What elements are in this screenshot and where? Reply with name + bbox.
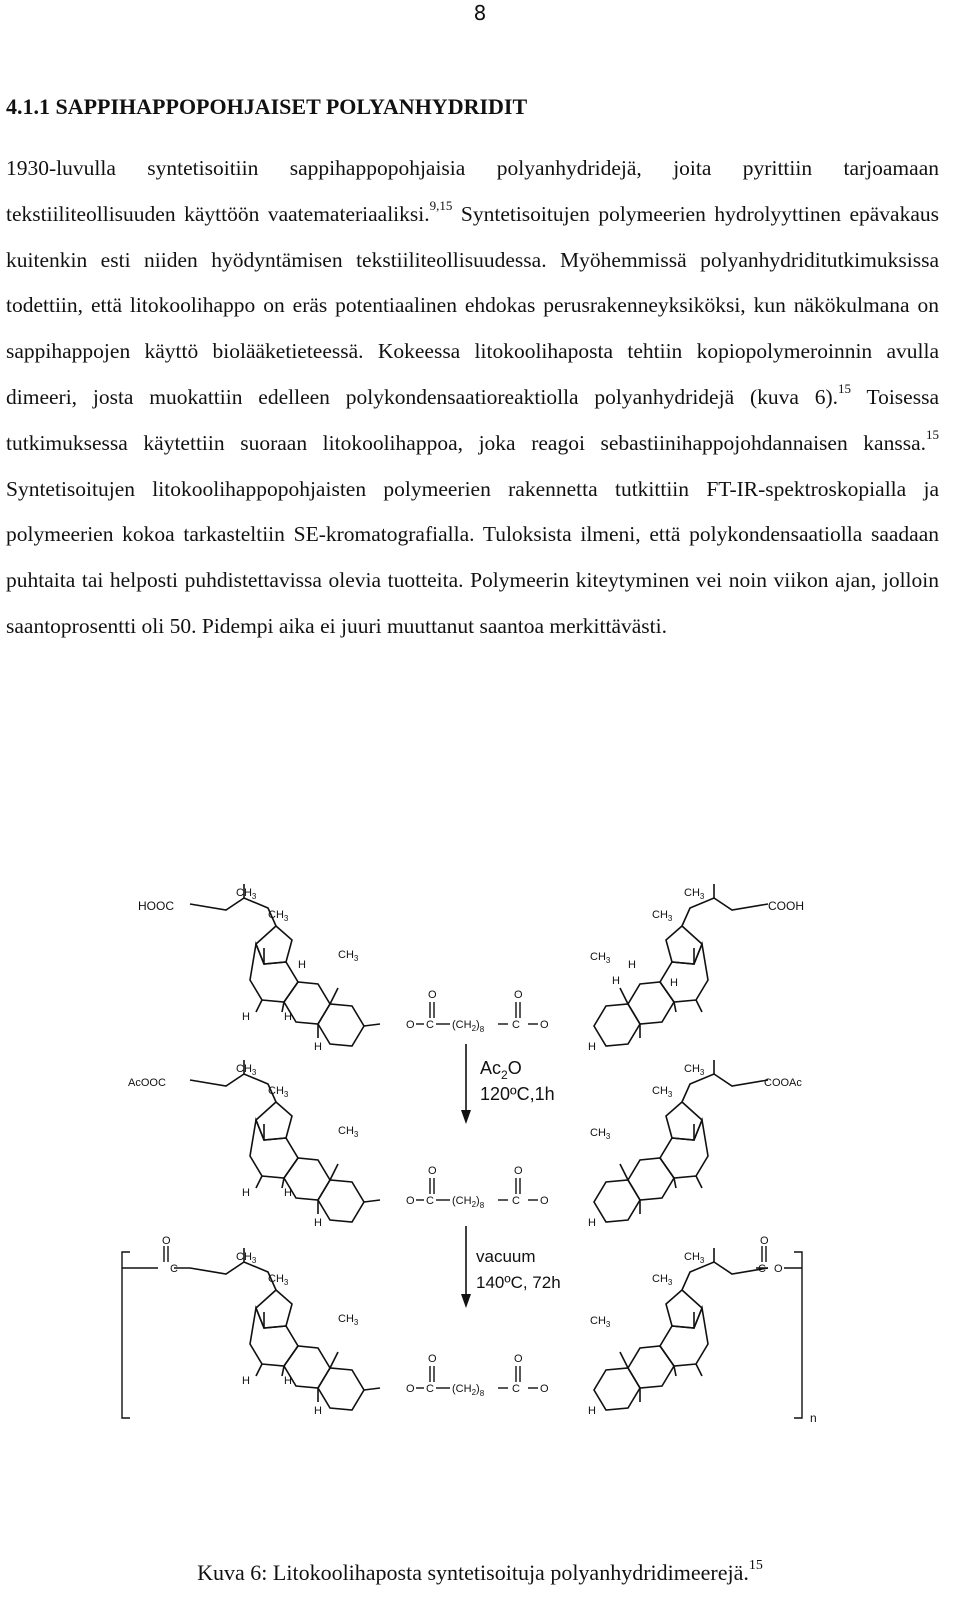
svg-text:C: C: [758, 1263, 766, 1275]
section-heading: 4.1.1 SAPPIHAPPOPOHJAISET POLYANHYDRIDIT: [6, 94, 528, 119]
sentence-2: Syntetisoitujen polymeerien hydrolyyttinen epävakaus kuitenkin esti niiden hyödyntämisen tekstiiliteollisuudessa. Myöhemmissä polyanhydriditutkimuksissa todettiin, että litokoolihappo on eräs potentiaalinen ehdokas perusrakenneyksiköksi, kun näkökulmana on sappihappojen käyttö biolääketieteessä. Kokeessa litokoolihaposta tehtiin kopiopolymeroinnin avulla dimeeri, josta muokattiin edelleen polykondensaatioreaktiolla polyanhydridejä (kuva 6).: [6, 201, 939, 409]
conditions-2: 140ºC, 72h: [476, 1273, 561, 1292]
svg-text:CH3: $CH_3$: [590, 1127, 611, 1141]
svg-text:H: H: [284, 1187, 292, 1199]
caption-citation-ref: 15: [748, 1557, 763, 1573]
svg-text:(CH2)8: $(CH_2)_8$: [452, 1383, 485, 1398]
structure-row-3-polymer: [122, 1246, 817, 1425]
svg-text:O: O: [760, 1235, 769, 1247]
svg-text:H: H: [588, 1217, 596, 1229]
svg-text:C: C: [170, 1263, 178, 1275]
svg-text:CH3: $CH_3$: [338, 949, 359, 963]
caption-text: Kuva 6: Litokoolihaposta syntetisoituja polyanhydridimeerejä.: [197, 1560, 749, 1585]
svg-text:O: O: [406, 1019, 415, 1031]
body-paragraph: [6, 146, 939, 650]
svg-text:C: C: [426, 1019, 434, 1031]
svg-text:H: H: [670, 977, 678, 989]
svg-text:H: H: [298, 959, 306, 971]
svg-text:CH3: $CH_3$: [268, 1085, 289, 1099]
svg-text:O: O: [514, 1353, 523, 1365]
svg-text:O: O: [774, 1263, 783, 1275]
reagent-2: vacuum: [476, 1247, 536, 1266]
svg-text:O: O: [406, 1195, 415, 1207]
svg-text:CH3: $CH_3$: [652, 1273, 673, 1287]
page-number: 8: [473, 1, 487, 25]
acetyl-end-left: AcOOC: [128, 1077, 166, 1089]
svg-text:O: O: [540, 1383, 549, 1395]
svg-text:H: H: [588, 1041, 596, 1053]
svg-text:CH3: $CH_3$: [590, 1315, 611, 1329]
svg-text:H: H: [284, 1011, 292, 1023]
svg-text:C: C: [512, 1383, 520, 1395]
svg-text:C: C: [426, 1195, 434, 1207]
svg-text:CH3: $CH_3$: [684, 887, 705, 901]
conditions-1: 120ºC,1h: [480, 1084, 555, 1104]
svg-text:H: H: [242, 1375, 250, 1387]
sentence-1: 1930-luvulla syntetisoitiin sappihappopohjaisia polyanhydridejä, joita pyrittiin tarjoamaan tekstiiliteollisuuden käyttöön vaatemateriaaliksi.: [6, 156, 939, 226]
svg-text:O: O: [540, 1019, 549, 1031]
reaction-arrow-2: [461, 1226, 561, 1308]
acid-end-left: HOOC: [138, 899, 174, 913]
svg-text:H: H: [242, 1011, 250, 1023]
svg-text:CH3: $CH_3$: [590, 951, 611, 965]
acid-end-right: COOH: [768, 899, 804, 913]
citation-ref: 15: [926, 426, 939, 442]
citation-ref: 15: [838, 380, 852, 396]
svg-text:H: H: [628, 959, 636, 971]
svg-text:H: H: [612, 975, 620, 987]
reaction-arrow-1: [461, 1044, 555, 1124]
sentence-4: Syntetisoitujen litokoolihappopohjaisten polymeerien rakennetta tutkittiin FT-IR-spektroskopialla ja polymeerien kokoa tarkasteltiin SE-kromatografialla. Tuloksista ilmeni, että polykondensaatiolla saadaan puhtaita tai helposti puhdistettavissa olevia tuotteita. Polymeerin kiteytyminen vei noin viikon ajan, jolloin saantoprosentti oli 50. Pidempi aika ei juuri muuttanut saantoa merkittävästi.: [6, 476, 939, 638]
svg-text:(CH2)8: $(CH_2)_8$: [452, 1195, 485, 1210]
svg-text:CH3: $CH_3$: [684, 1063, 705, 1077]
svg-text:H: H: [314, 1405, 322, 1417]
svg-text:CH3: $CH_3$: [338, 1313, 359, 1327]
svg-text:O: O: [514, 1165, 523, 1177]
svg-text:O: O: [540, 1195, 549, 1207]
svg-text:O: O: [428, 1353, 437, 1365]
svg-text:(CH2)8: $(CH_2)_8$: [452, 1019, 485, 1034]
svg-text:H: H: [242, 1187, 250, 1199]
svg-text:CH3: $CH_3$: [652, 909, 673, 923]
svg-text:O: O: [514, 989, 523, 1001]
svg-text:C: C: [512, 1195, 520, 1207]
reagent-1: Ac: [480, 1058, 502, 1078]
svg-text:CH3: $CH_3$: [338, 1125, 359, 1139]
atom-labels: [162, 887, 783, 1417]
svg-text:CH3: $CH_3$: [268, 1273, 289, 1287]
svg-text:O: O: [428, 1165, 437, 1177]
sentence-3: Toisessa tutkimuksessa käytettiin suoraan litokoolihappoa, joka reagoi sebastiinihappojohdannaisen kanssa.: [6, 384, 939, 455]
svg-text:CH3: $CH_3$: [652, 1085, 673, 1099]
svg-text:C: C: [426, 1383, 434, 1395]
acetyl-end-right: COOAc: [764, 1077, 802, 1089]
svg-text:CH3: $CH_3$: [236, 1063, 257, 1077]
figure-caption: [0, 1558, 960, 1588]
repeat-index: n: [810, 1411, 817, 1425]
svg-text:H: H: [588, 1405, 596, 1417]
reaction-scheme-figure: [118, 878, 840, 1464]
svg-text:H: H: [284, 1375, 292, 1387]
svg-text:H: H: [314, 1041, 322, 1053]
svg-text:CH3: $CH_3$: [684, 1251, 705, 1265]
svg-text:O: O: [162, 1235, 171, 1247]
svg-text:CH3: $CH_3$: [268, 909, 289, 923]
svg-text:O: O: [406, 1383, 415, 1395]
svg-text:H: H: [314, 1217, 322, 1229]
svg-text:CH3: $CH_3$: [236, 887, 257, 901]
citation-ref: 9,15: [429, 197, 453, 213]
svg-text:C: C: [512, 1019, 520, 1031]
svg-text:O: O: [428, 989, 437, 1001]
svg-text:CH3: $CH_3$: [236, 1251, 257, 1265]
svg-text:Ac2O: $Ac_2O$: [480, 1058, 522, 1082]
